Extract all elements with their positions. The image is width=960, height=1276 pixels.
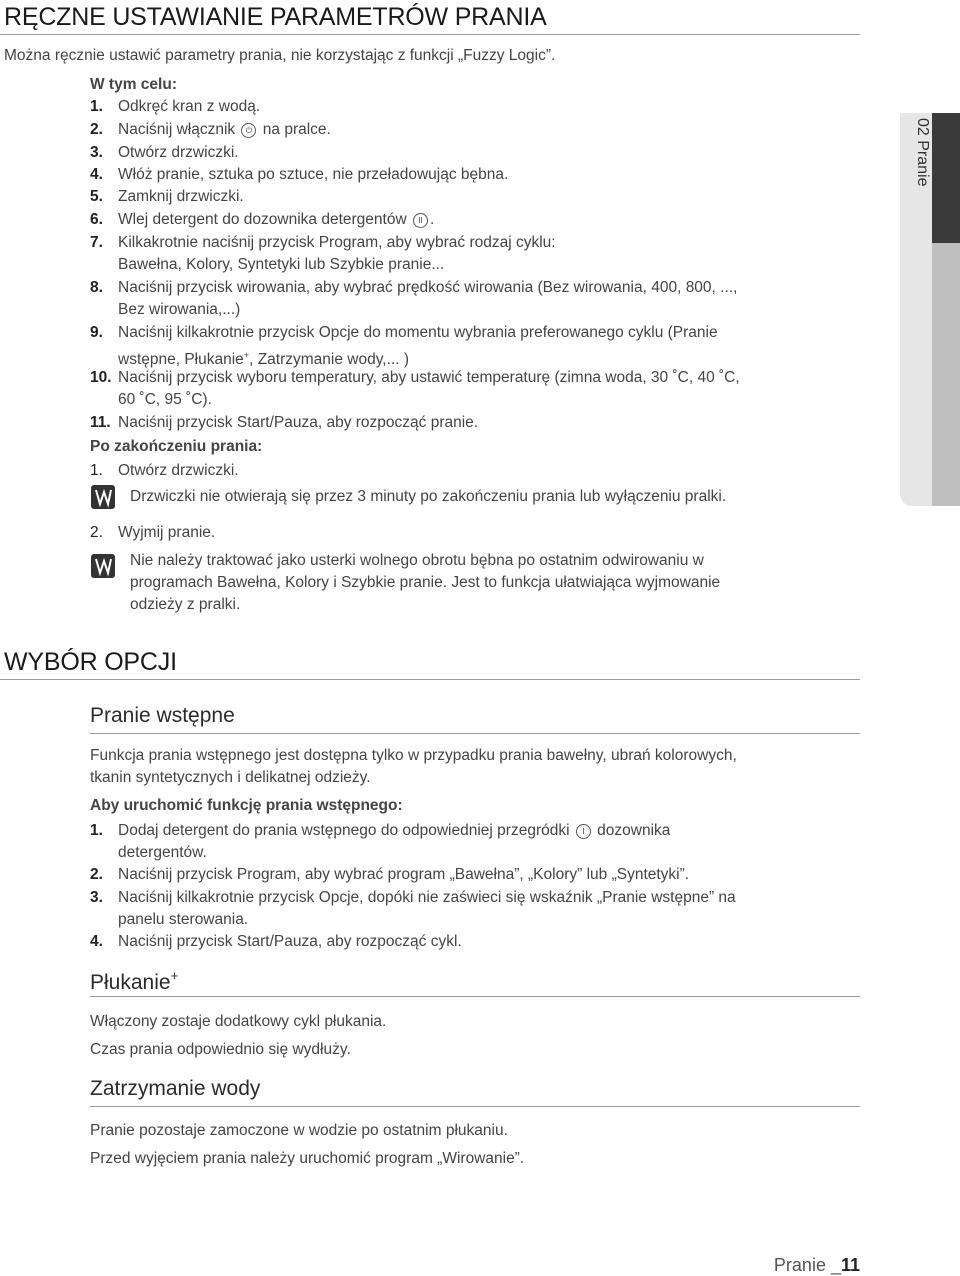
prewash-step-3: 3. Naciśnij kilkakrotnie przycisk Opcje, dopóki nie zaświeci się wskaźnik „Pranie wstępne” na: [90, 889, 736, 906]
rinse-line-1: Włączony zostaje dodatkowy cykl płukania.: [90, 1013, 387, 1030]
rinse-rule: [90, 996, 860, 997]
waterstop-rule: [90, 1106, 860, 1107]
prewash-step-4: 4. Naciśnij przycisk Start/Pauza, aby rozpocząć cykl.: [90, 933, 462, 950]
prewash-step-2: 2. Naciśnij przycisk Program, aby wybrać program „Bawełna”, „Kolory” lub „Syntetyki”.: [90, 866, 690, 883]
step-1: 1. Odkręć kran z wodą.: [90, 98, 261, 115]
prewash-desc-1: Funkcja prania wstępnego jest dostępna tylko w przypadku prania bawełny, ubrań kolorowych,: [90, 747, 737, 764]
compartment-ii-icon: II: [413, 213, 428, 228]
side-tab-label: 02 Pranie: [914, 118, 931, 187]
after-step-1: 1. Otwórz drzwiczki.: [90, 462, 239, 479]
side-tab-marker: [932, 113, 960, 243]
step-7: 7. Kilkakrotnie naciśnij przycisk Program, aby wybrać rodzaj cyklu:: [90, 234, 556, 251]
step-4: 4. Włóż pranie, sztuka po sztuce, nie przeładowując bębna.: [90, 166, 509, 183]
note-icon: [90, 484, 116, 510]
step-9-cont: wstępne, Płukanie+, Zatrzymanie wody,... ): [118, 350, 409, 368]
title-rule: [0, 34, 860, 35]
step-2: 2. Naciśnij włącznik ⏻ na pralce.: [90, 121, 331, 138]
step-10: 10. Naciśnij przycisk wyboru temperatury, aby ustawić temperaturę (zimna woda, 30 ˚C, 40 ˚C,: [90, 369, 740, 386]
step-8: 8. Naciśnij przycisk wirowania, aby wybrać prędkość wirowania (Bez wirowania, 400, 800, ...,: [90, 279, 738, 296]
note-icon: [90, 553, 116, 579]
note-1-text: Drzwiczki nie otwierają się przez 3 minuty po zakończeniu prania lub wyłączeniu pralki.: [130, 488, 727, 505]
step-11: 11. Naciśnij przycisk Start/Pauza, aby rozpocząć pranie.: [90, 414, 479, 431]
step-9: 9. Naciśnij kilkakrotnie przycisk Opcje do momentu wybrania preferowanego cyklu (Pranie: [90, 324, 718, 341]
step-8-cont: Bez wirowania,...): [118, 301, 241, 318]
step-10-cont: 60 ˚C, 95 ˚C).: [118, 391, 212, 408]
step-7-cont: Bawełna, Kolory, Syntetyki lub Szybkie pranie...: [118, 256, 445, 273]
step-5: 5. Zamknij drzwiczki.: [90, 188, 244, 205]
waterstop-line-1: Pranie pozostaje zamoczone w wodzie po ostatnim płukaniu.: [90, 1122, 508, 1139]
section-title-options: WYBÓR OPCJI: [4, 648, 177, 676]
section-title-manual: RĘCZNE USTAWIANIE PARAMETRÓW PRANIA: [4, 3, 547, 31]
intro-text: Można ręcznie ustawić parametry prania, nie korzystając z funkcji „Fuzzy Logic”.: [4, 47, 556, 64]
prewash-step-3-cont: panelu sterowania.: [118, 911, 249, 928]
prewash-rule: [90, 733, 860, 734]
options-rule: [0, 679, 860, 680]
page-footer: Pranie _11: [773, 1255, 860, 1275]
prewash-step-1-cont: detergentów.: [118, 844, 207, 861]
prewash-step-1: 1. Dodaj detergent do prania wstępnego do odpowiedniej przegródki I dozownika: [90, 822, 671, 839]
note-2-line-2: programach Bawełna, Kolory i Szybkie pranie. Jest to funkcja ułatwiająca wyjmowanie: [130, 574, 721, 591]
step-3: 3. Otwórz drzwiczki.: [90, 144, 239, 161]
waterstop-line-2: Przed wyjęciem prania należy uruchomić program „Wirowanie”.: [90, 1150, 525, 1167]
prewash-title: Pranie wstępne: [90, 704, 235, 727]
rinse-line-2: Czas prania odpowiednio się wydłuży.: [90, 1041, 351, 1058]
side-tab-strip: [932, 243, 960, 506]
step-6: 6. Wlej detergent do dozownika detergentów II .: [90, 211, 435, 228]
waterstop-title: Zatrzymanie wody: [90, 1077, 261, 1100]
prewash-label: Aby uruchomić funkcję prania wstępnego:: [90, 797, 403, 814]
after-label: Po zakończeniu prania:: [90, 438, 263, 455]
rinse-title: Płukanie+: [90, 968, 179, 994]
power-icon: ⏻: [241, 123, 256, 138]
prewash-desc-2: tkanin syntetycznych i delikatnej odzieży.: [90, 769, 371, 786]
after-step-2: 2. Wyjmij pranie.: [90, 524, 216, 541]
note-2-line-1: Nie należy traktować jako usterki wolnego obrotu bębna po ostatnim odwirowaniu w: [130, 552, 704, 569]
compartment-i-icon: I: [576, 824, 591, 839]
steps-label: W tym celu:: [90, 76, 177, 93]
note-2-line-3: odzieży z pralki.: [130, 596, 241, 613]
